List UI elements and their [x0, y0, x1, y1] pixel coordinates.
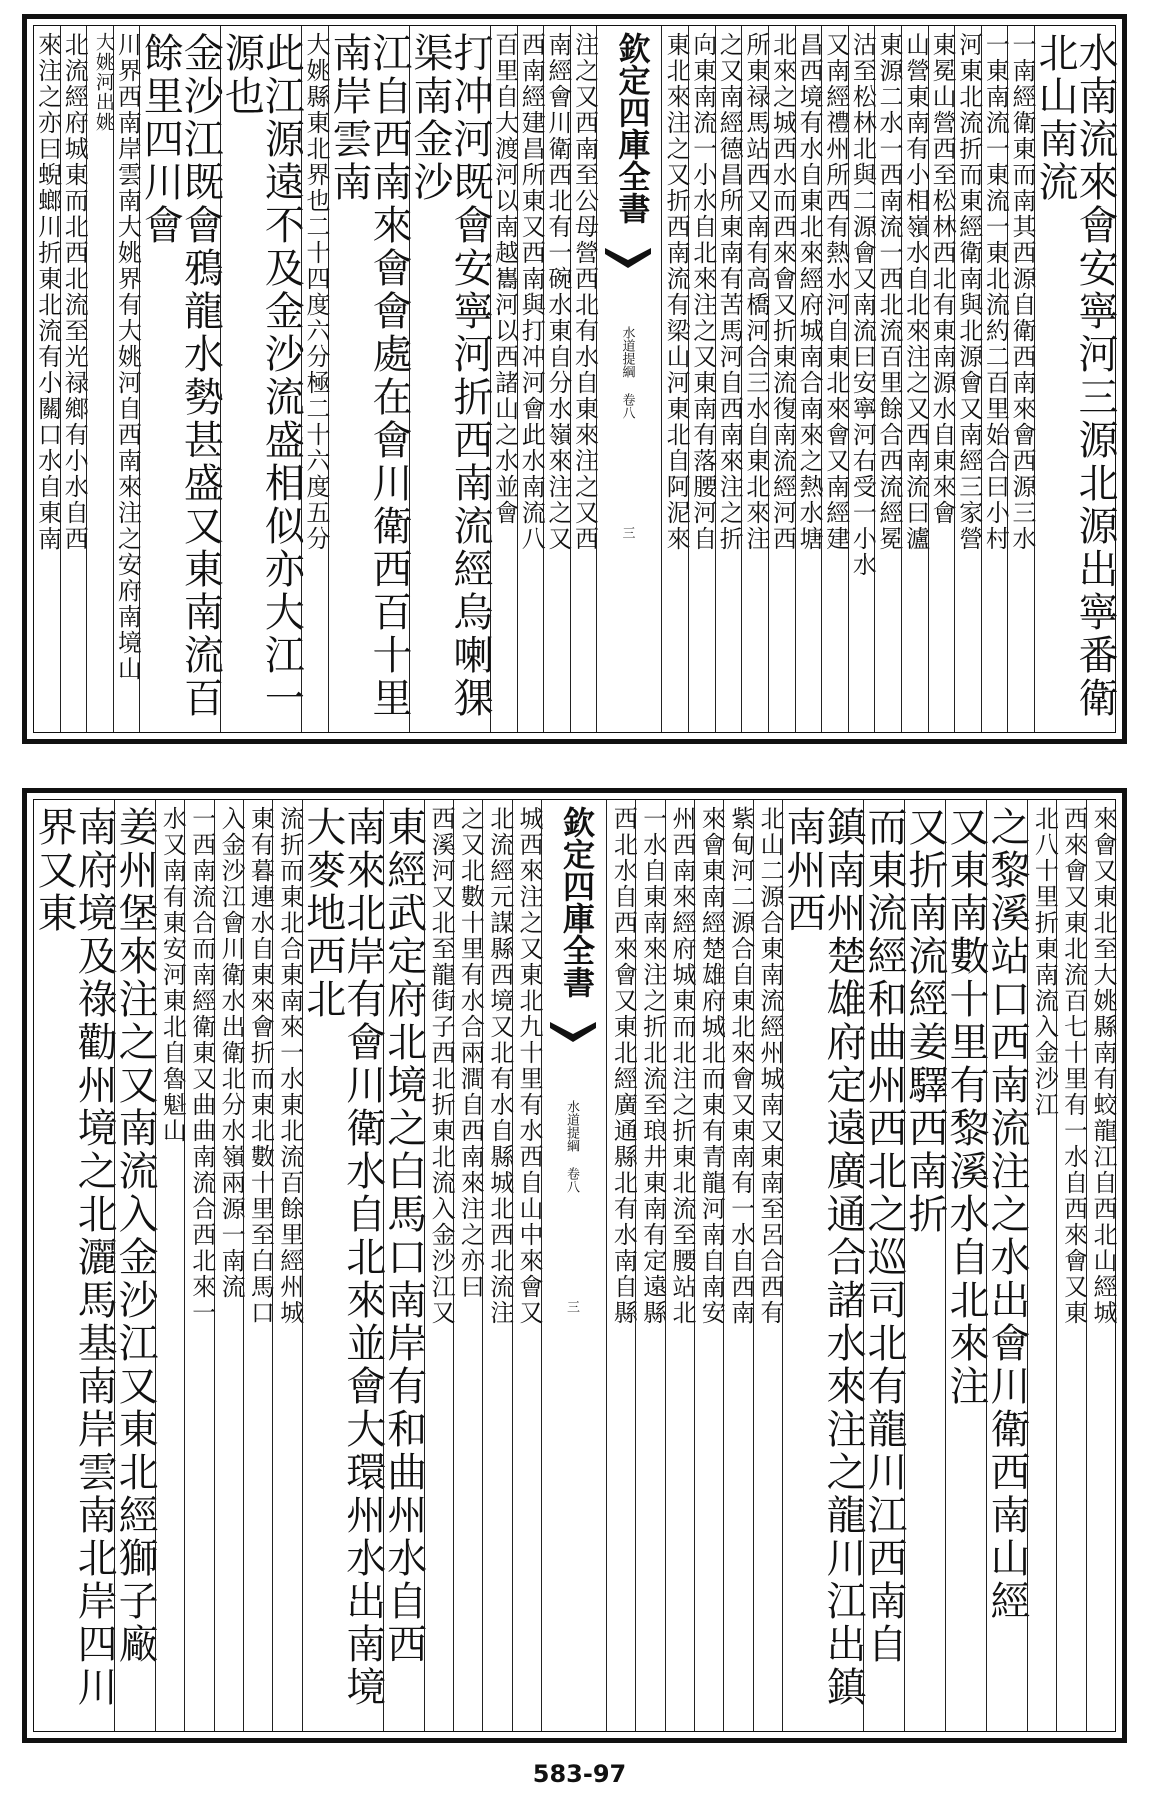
- bottom-page-frame: [22, 788, 1127, 1743]
- top-text-column: 向東南流一小水自北來注之又東南有落腰河自: [688, 26, 715, 732]
- bottom-text-column: 來會東南經楚雄府城北而東有青龍河南自南安: [694, 800, 723, 1731]
- bottom-text-column: 南來北岸有會川衛水自北來並會大環州水出南境大麥地西北: [302, 800, 383, 1731]
- bottom-text-column: 紫甸河二源合自東北來會又東南有一水自西南: [723, 800, 752, 1731]
- top-center-gutter: [596, 26, 661, 732]
- top-page-frame: [22, 14, 1127, 744]
- bottom-text-column: 一西南流合而南經衛東又曲曲南流合西北來一: [184, 800, 213, 1731]
- bottom-center-gutter: [541, 800, 606, 1731]
- top-book-title: 欽定四庫全書: [613, 32, 652, 224]
- bottom-text-column: 而東流經和曲州西北之巡司北有龍川江西南自: [863, 800, 904, 1731]
- top-text-column: 注之又西南至公母營西北有水自東來注之又西: [570, 26, 597, 732]
- top-text-column: 一東南流一東流一東北流約二百里始合曰小村: [981, 26, 1008, 732]
- top-text-column: 西南經建昌所東又西南與打冲河會此水南流八: [517, 26, 544, 732]
- bottom-text-column: 姜州堡來注之又南流入金沙江又東北經獅子廠: [114, 800, 155, 1731]
- bottom-text-column: 西來會又東北流百七十里有一水自西來會又東: [1056, 800, 1085, 1731]
- top-text-column: 河東北流折而東經衛南與北源會又南經三家營: [954, 26, 981, 732]
- top-text-column: 此江源遠不及金沙流盛相似亦大江一源也: [220, 26, 301, 732]
- top-page-inner: [33, 25, 1116, 733]
- top-text-column: 之又南經德昌所東南有苦馬河自西南來注之折: [715, 26, 742, 732]
- bottom-fishtail-mark-icon: [548, 1020, 598, 1046]
- top-text-column: 金沙江既會鴉龍水勢甚盛又東南流百餘里四川會: [139, 26, 220, 732]
- bottom-book-title: 欽定四庫全書: [558, 806, 597, 998]
- bottom-text-column: 一水自東南來注之折北流至琅井東南有定遠縣: [635, 800, 664, 1731]
- top-text-column: 百里自大渡河以南越巂河以西諸山之水並會: [490, 26, 517, 732]
- bottom-text-column: 東有暮連水自東來會折而東北數十里至白馬口: [243, 800, 272, 1731]
- bottom-text-column: 之又北數十里有水合兩澗自西南來注之亦曰: [453, 800, 482, 1731]
- top-text-column: 沽至松林北與二源會又南流曰安寧河右受一小水: [848, 26, 875, 732]
- bottom-text-column: 城西來注之又東北九十里有水西自山中來會又: [512, 800, 541, 1731]
- top-text-column: 所東禄馬站西又南有高橋河合三水自東北來注: [741, 26, 768, 732]
- bottom-text-column: 流折而東北合東南來一水東北流百餘里經州城: [272, 800, 301, 1731]
- top-text-column: 一南經衛東而南其西源自衛西南來會西源三水: [1007, 26, 1034, 732]
- top-text-column: 東源二水一西南流一西北流百里餘合西流經冕: [874, 26, 901, 732]
- bottom-text-column: 又折南流經姜驛西南折: [904, 800, 945, 1731]
- bottom-page-columns: [31, 800, 1117, 1731]
- bottom-text-column: 又東南數十里有黎溪水自北來注: [945, 800, 986, 1731]
- bottom-section-label: 水道提綱 卷八: [564, 1100, 580, 1193]
- top-text-column: 又南經禮州所西有熱水河自東北來會又南經建: [821, 26, 848, 732]
- top-text-column: 水南流來會安寧河三源北源出寧番衛北山南流: [1034, 26, 1115, 732]
- bottom-text-column: 西北水自西來會又東北經廣通縣北有水南自縣: [606, 800, 635, 1731]
- top-text-column: 北流經府城東而北西北流至光禄鄉有小水自西: [60, 26, 87, 732]
- top-text-column: 江自西南來會會處在會川衛西百十里南岸雲南: [328, 26, 409, 732]
- top-text-column: 川界西南岸雲南大姚界有大姚河自西南來注之安府南境山: [113, 26, 140, 732]
- top-text-column: 北來之城西水而西來會又折東流復南流經河西: [768, 26, 795, 732]
- bottom-text-column: 水又南有東安河東北自魯魁山: [155, 800, 184, 1731]
- top-section-label: 水道提綱 卷八: [619, 326, 635, 419]
- top-folio-number: 三: [619, 526, 635, 539]
- top-text-column: 大姚河出姚: [86, 26, 113, 732]
- top-text-column: 打冲河既會安寧河折西南流經烏喇猓渠南金沙: [409, 26, 490, 732]
- bottom-text-column: 南府境及祿勸州境之北灑馬基南岸雲南北岸四川界又東: [31, 806, 118, 1709]
- bottom-text-column: 州西南來經府城東而北注之折東北流至腰站北: [665, 800, 694, 1731]
- bottom-text-column: 東經武定府北境之白馬口南岸有和曲州水自西: [383, 800, 424, 1731]
- top-text-column: 大姚縣東北界也二十四度六分極二十六度五分: [301, 26, 328, 732]
- top-fishtail-mark-icon: [603, 246, 653, 272]
- top-text-column: 東北來注之又折西南流有梁山河東北自阿泥來: [661, 26, 688, 732]
- top-text-column: 南經會川衛西北有一碗水東自分水嶺來注之又: [543, 26, 570, 732]
- bottom-page-inner: [33, 799, 1116, 1732]
- top-text-column: 昌西境有水自東北來經府城南合南來之熱水塘: [795, 26, 822, 732]
- top-text-column: 山營東南有小相嶺水自北來注之又西南流曰瀘: [901, 26, 928, 732]
- top-text-column: 東冕山營西至松林西北有東南源水自東來會: [928, 26, 955, 732]
- bottom-text-column: 北八十里折東南流入金沙江: [1027, 800, 1056, 1731]
- page-number: 583-97: [532, 1760, 627, 1788]
- bottom-text-column: 之黎溪站口西南流注之水出會川衛西南山經: [986, 800, 1027, 1731]
- bottom-text-column: 鎮南州楚雄府定遠廣通合諸水來注之龍川江出鎮南州西: [782, 800, 863, 1731]
- bottom-text-column: 入金沙江會川衛水出衛北分水嶺兩源一南流: [214, 800, 243, 1731]
- bottom-text-column: 來會又東北至大姚縣南有蛟龍江自西北山經城: [1086, 800, 1115, 1731]
- bottom-text-column: 北流經元謀縣西境又北有水自縣城北西北流注: [482, 800, 511, 1731]
- top-page-columns: [33, 26, 1118, 732]
- bottom-text-column: 西溪河又北至龍街子西北折東北流入金沙江又: [424, 800, 453, 1731]
- bottom-folio-number: 三: [564, 1300, 580, 1313]
- bottom-text-column: 北山二源合東南流經州城南又東南至呂合西有: [753, 800, 782, 1731]
- top-text-column: 來注之亦曰蜺螂川折東北流有小關口水自東南: [33, 32, 62, 552]
